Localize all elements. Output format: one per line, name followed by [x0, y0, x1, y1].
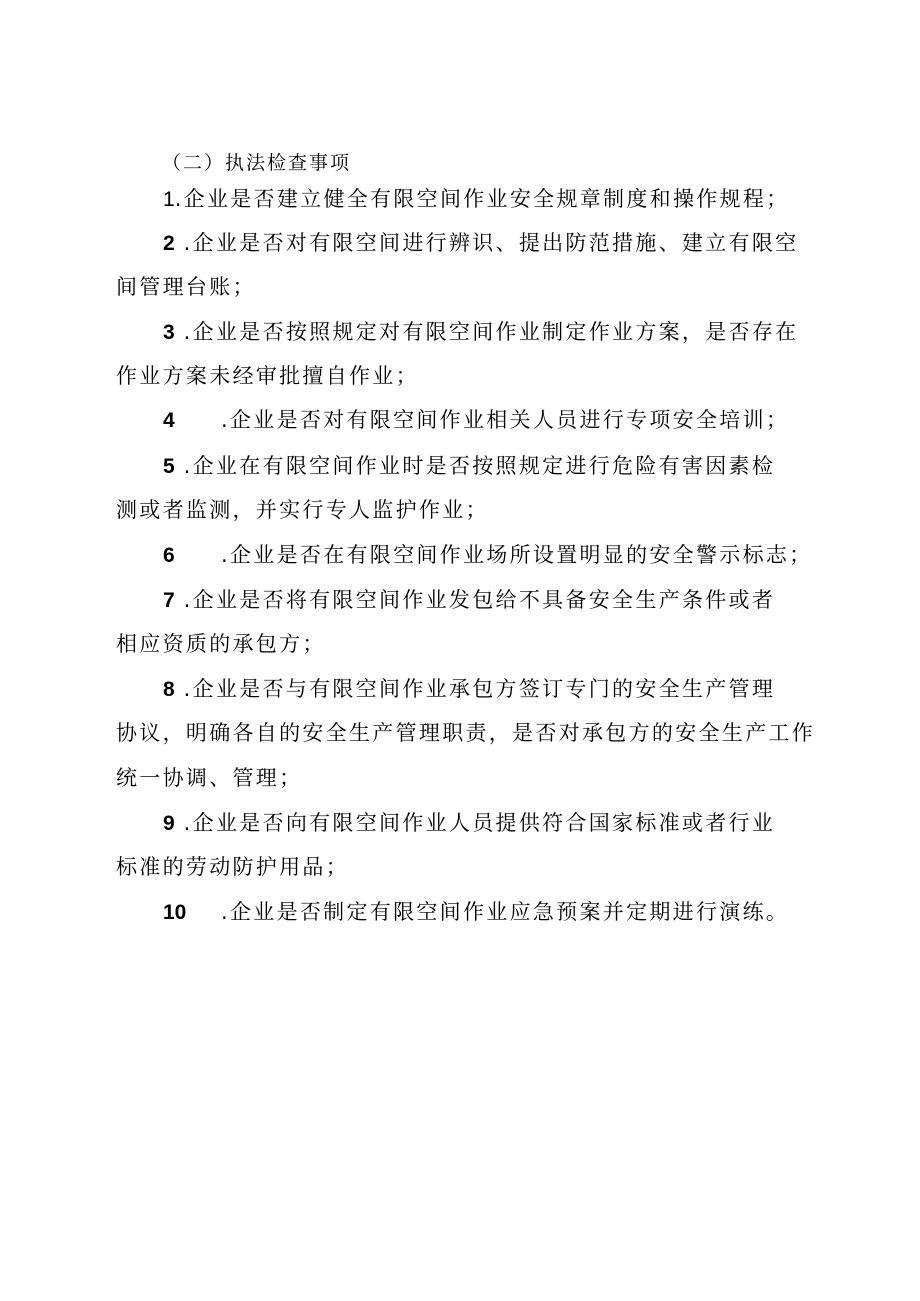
list-item-8: [163, 674, 775, 705]
item-text: .企业是否制定有限空间作业应急预案并定期进行演练。: [221, 900, 790, 924]
item-number: 10: [163, 901, 187, 924]
list-item-7-continuation: 相应资质的承包方；: [116, 632, 326, 656]
list-item-3-continuation: 作业方案未经审批擅自作业；: [116, 364, 419, 388]
list-item-5: [163, 451, 775, 482]
list-item-7: [163, 585, 775, 616]
item-number: 6: [163, 544, 175, 567]
item-number: 3: [163, 321, 175, 344]
list-item-3: [163, 317, 798, 348]
list-item-1: [163, 184, 789, 215]
item-number: 1: [163, 188, 175, 211]
list-item-9-continuation: 标准的劳动防护用品；: [116, 855, 349, 879]
list-item-2-continuation: 间管理台账；: [116, 275, 256, 299]
item-text: .企业是否按照规定对有限空间作业制定作业方案，是否存在: [174, 320, 799, 344]
section-heading: （二）执法检查事项: [162, 152, 352, 174]
item-text: .企业是否向有限空间作业人员提供符合国家标准或者行业: [174, 811, 776, 835]
item-text: .企业是否将有限空间作业发包给不具备安全生产条件或者: [174, 588, 776, 612]
list-item-9: [163, 808, 775, 839]
item-number: 2: [163, 232, 175, 255]
item-number: 7: [163, 589, 175, 612]
item-number: 9: [163, 812, 175, 835]
list-item-5-continuation: 测或者监测，并实行专人监护作业；: [116, 498, 489, 522]
list-item-8-continuation: 统一协调、管理；: [116, 766, 303, 790]
item-text: .企业是否与有限空间作业承包方签订专门的安全生产管理: [174, 677, 776, 701]
item-text: .企业在有限空间作业时是否按照规定进行危险有害因素检: [174, 454, 776, 478]
item-text: .企业是否在有限空间作业场所设置明显的安全警示标志；: [221, 543, 813, 567]
item-number: 8: [163, 678, 175, 701]
list-item-2: [163, 228, 798, 259]
item-number: 5: [163, 455, 175, 478]
list-item-4: [163, 405, 789, 436]
list-item-10: [163, 897, 789, 928]
list-item-8-continuation: 协议，明确各自的安全生产管理职责，是否对承包方的安全生产工作: [116, 721, 815, 745]
item-text: .企业是否建立健全有限空间作业安全规章制度和操作规程；: [174, 187, 790, 211]
item-number: 4: [163, 409, 175, 432]
item-text: .企业是否对有限空间进行辨识、提出防范措施、建立有限空: [174, 231, 799, 255]
list-item-6: [163, 540, 812, 571]
item-text: .企业是否对有限空间作业相关人员进行专项安全培训；: [221, 408, 790, 432]
